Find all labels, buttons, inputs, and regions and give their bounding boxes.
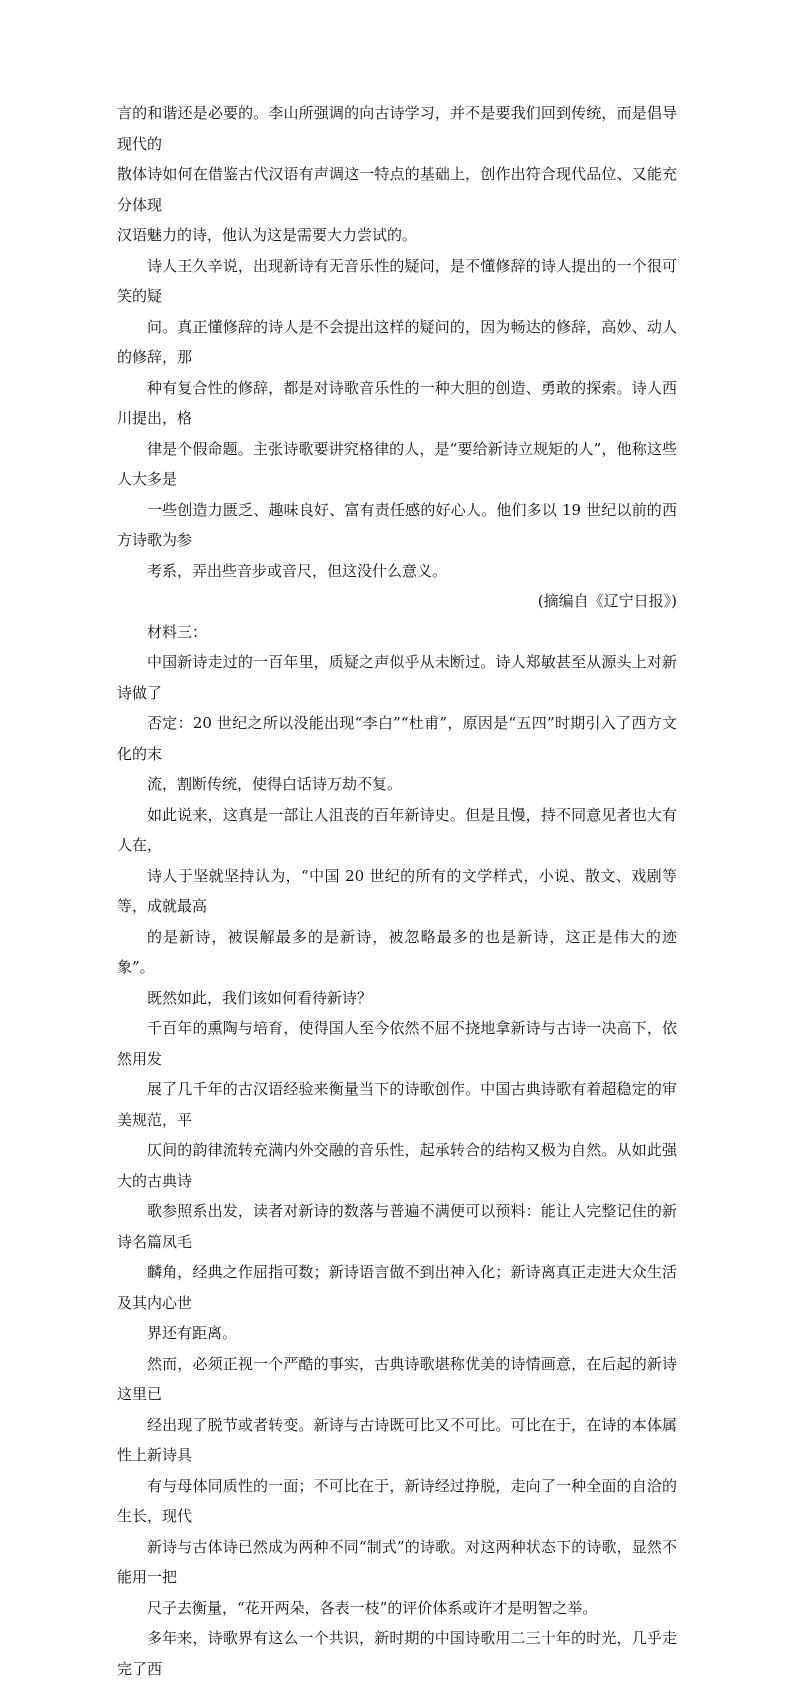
text-line: 既然如此，我们该如何看待新诗？ [147,988,373,1007]
text-line: (摘编自《辽宁日报》) [537,592,677,610]
paragraph-yu-jian [117,800,677,983]
text-line: 经出现了脱节或者转变。新诗与古诗既可比又不可比。可比在于，在诗的本体属性上新诗具 [117,1415,677,1464]
paragraph-classical-comparison [117,1013,677,1349]
paragraph-question [117,983,677,1014]
text-line: 多年来，诗歌界有这么一个共识，新时期的中国诗歌用二三十年的时光，几乎走完了西 [117,1629,677,1678]
text-line: 如此说来，这真是一部让人沮丧的百年新诗史。但是且慢，持不同意见者也大有人在， [117,805,677,854]
text-line: 新诗与古体诗已然成为两种不同“制式”的诗歌。对这两种状态下的诗歌，显然不能用一把 [117,1537,677,1586]
text-line: 否定：20 世纪之所以没能出现“李白”“杜甫”，原因是“五四”时期引入了西方文化的末 [117,714,677,763]
text-line: 问。真正懂修辞的诗人是不会提出这样的疑问的，因为畅达的修辞，高妙、动人的修辞，那 [117,317,677,366]
text-line: 种有复合性的修辞，都是对诗歌音乐性的一种大胆的创造、勇敢的探索。诗人西川提出，格 [117,378,677,427]
paragraph-li-shan [117,98,677,251]
text-line: 律是个假命题。主张诗歌要讲究格律的人，是“要给新诗立规矩的人”，他称这些人大多是 [117,439,677,488]
material-three-heading [117,617,677,648]
text-line: 一些创造力匮乏、趣味良好、富有责任感的好心人。他们多以 19 世纪以前的西方诗歌为参 [117,500,677,549]
text-line: 诗人于坚就坚持认为，“中国 20 世纪的所有的文学样式，小说、散文、戏剧等等，成就最高 [117,866,677,915]
text-line: 歌参照系出发，读者对新诗的数落与普遍不满便可以预料：能让人完整记住的新诗名篇凤毛 [117,1202,677,1251]
text-line: 麟角，经典之作屈指可数；新诗语言做不到出神入化；新诗离真正走进大众生活及其内心世 [117,1263,677,1312]
source-citation [117,586,677,617]
text-line: 材料三： [147,622,208,641]
text-line: 的是新诗，被误解最多的是新诗，被忽略最多的也是新诗，这正是伟大的迹象”。 [117,927,677,976]
text-line: 展了几千年的古汉语经验来衡量当下的诗歌创作。中国古典诗歌有着超稳定的审美规范，平 [117,1080,677,1129]
paragraph-two-systems [117,1349,677,1624]
paragraph-zheng-min [117,647,677,800]
text-line: 汉语魅力的诗，他认为这是需要大力尝试的。 [117,226,418,244]
text-line: 流，割断传统，使得白话诗万劫不复。 [147,775,403,793]
document-page [117,98,677,1684]
text-line: 中国新诗走过的一百年里，质疑之声似乎从未断过。诗人郑敏甚至从源头上对新诗做了 [117,653,677,702]
text-line: 言的和谐还是必要的。李山所强调的向古诗学习，并不是要我们回到传统，而是倡导现代的 [117,104,677,153]
paragraph-consensus [117,1623,677,1684]
text-line: 仄间的韵律流转充满内外交融的音乐性，起承转合的结构又极为自然。从如此强大的古典诗 [117,1141,677,1190]
text-line: 然而，必须正视一个严酷的事实，古典诗歌堪称优美的诗情画意，在后起的新诗这里已 [117,1354,677,1403]
text-line: 散体诗如何在借鉴古代汉语有声调这一特点的基础上，创作出符合现代品位、又能充分体现 [117,165,677,214]
text-line: 考系，弄出些音步或音尺，但这没什么意义。 [147,561,448,580]
text-line: 界还有距离。 [147,1324,238,1342]
text-line: 千百年的熏陶与培育，使得国人至今依然不屈不挠地拿新诗与古诗一决高下，依然用发 [117,1019,677,1068]
text-line: 诗人王久辛说，出现新诗有无音乐性的疑问，是不懂修辞的诗人提出的一个很可笑的疑 [117,256,677,305]
paragraph-wang-jiuxin [117,251,677,587]
text-line: 尺子去衡量，“花开两朵，各表一枝”的评价体系或许才是明智之举。 [147,1598,598,1617]
text-line: 有与母体同质性的一面；不可比在于，新诗经过挣脱，走向了一种全面的自洽的生长，现代 [117,1476,677,1525]
